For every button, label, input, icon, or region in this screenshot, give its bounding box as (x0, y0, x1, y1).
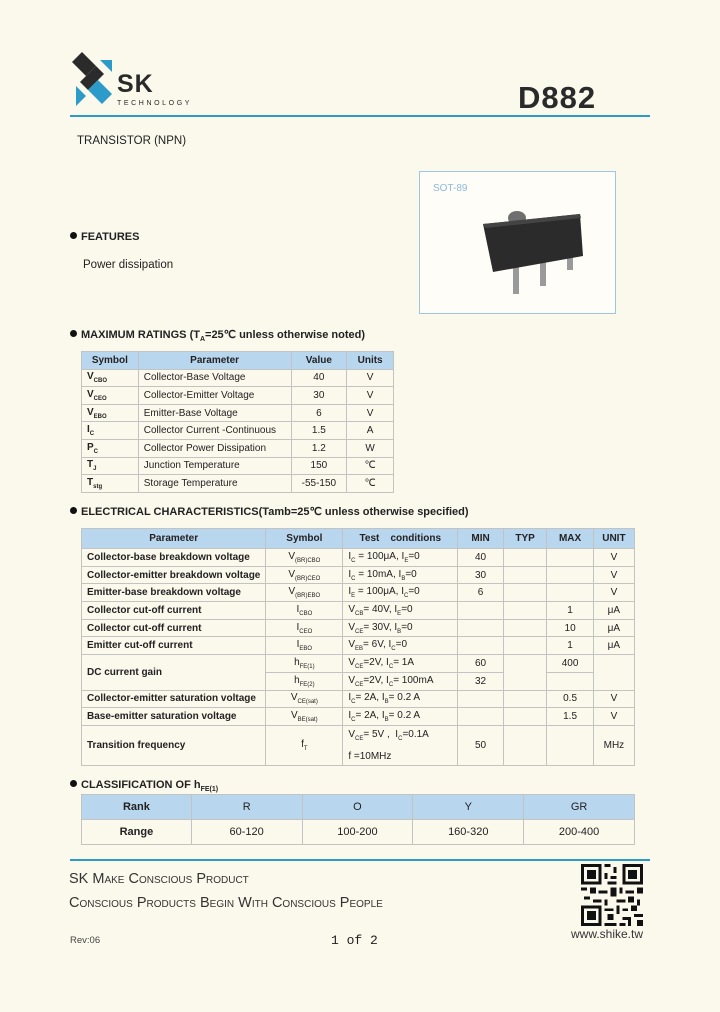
table-row (82, 619, 635, 637)
revision-label: Rev:06 (70, 935, 101, 946)
table-cell (503, 566, 546, 584)
range-cell: 60-120 (191, 820, 302, 845)
table-cell: $I_C= 2A$, $I_B= 0.2$ A (343, 690, 458, 708)
table-cell: Collector cut-off current (82, 602, 266, 620)
col-header: TYP (503, 529, 546, 549)
table-cell (458, 602, 504, 620)
table-row (82, 439, 394, 457)
table-cell (503, 708, 546, 726)
col-header: MIN (458, 529, 504, 549)
rank-label: Rank (82, 795, 192, 820)
table-cell: $h_{FE(1)}$ (266, 655, 343, 673)
table-cell: Collector Current -Continuous (138, 422, 291, 440)
table-cell: 1 (547, 637, 593, 655)
table-cell: $V_{(BR)CEO}$ (266, 566, 343, 584)
col-header: MAX (547, 529, 593, 549)
table-cell: 30 (291, 387, 347, 405)
table-cell: 6 (458, 584, 504, 602)
table-cell: Emitter-Base Voltage (138, 404, 291, 422)
part-number: D882 (518, 80, 597, 115)
table-row (82, 655, 635, 673)
range-label: Range (82, 820, 192, 845)
table-cell: $T_{stg}$ (82, 475, 139, 493)
table-cell (503, 725, 546, 765)
device-subtitle: TRANSISTOR (NPN) (77, 135, 187, 147)
rank-cell: Y (413, 795, 524, 820)
table-cell (458, 637, 504, 655)
table-cell (503, 637, 546, 655)
table-header-row (82, 529, 635, 549)
table-cell: $P_C$ (82, 439, 139, 457)
table-cell: 0.5 (547, 690, 593, 708)
classification-heading: CLASSIFICATION OF $h_{FE(1)}$ (70, 779, 218, 793)
table-cell (547, 566, 593, 584)
table-row (82, 584, 635, 602)
col-header: Value (291, 352, 347, 370)
max-ratings-heading: MAXIMUM RATINGS ($T_A=25℃$ unless otherwise noted) (70, 328, 365, 343)
table-cell: Collector-Emitter Voltage (138, 387, 291, 405)
table-cell: W (347, 439, 394, 457)
table-cell: -55-150 (291, 475, 347, 493)
table-cell (503, 549, 546, 567)
table-cell: $V_{(BR)CBO}$ (266, 549, 343, 567)
table-cell: $I_C$ (82, 422, 139, 440)
table-cell: Collector-Base Voltage (138, 369, 291, 387)
rank-cell: O (302, 795, 413, 820)
table-cell (547, 672, 593, 690)
table-cell: V (347, 369, 394, 387)
sot89-package-icon (475, 204, 595, 299)
col-header: Units (347, 352, 394, 370)
table-cell: $V_{CB}= 40V$, $I_E=0$ (343, 602, 458, 620)
table-cell (503, 619, 546, 637)
table-cell: ℃ (347, 475, 394, 493)
table-cell: $I_E = 100\mu A$, $I_C=0$ (343, 584, 458, 602)
table-row (82, 725, 635, 765)
range-cell: 100-200 (302, 820, 413, 845)
table-row (82, 369, 394, 387)
table-cell (547, 584, 593, 602)
col-header: Test conditions (343, 529, 458, 549)
table-cell: Base-emitter saturation voltage (82, 708, 266, 726)
table-cell: V (347, 387, 394, 405)
table-cell: $V_{CE}=2V$, $I_C= 100mA$ (343, 672, 458, 690)
col-header: Parameter (138, 352, 291, 370)
table-cell: MHz (593, 725, 634, 765)
table-cell: V (593, 549, 634, 567)
table-cell: DC current gain (82, 655, 266, 690)
table-cell (503, 690, 546, 708)
table-cell: $V_{CBO}$ (82, 369, 139, 387)
table-cell: $h_{FE(2)}$ (266, 672, 343, 690)
table-cell: 50 (458, 725, 504, 765)
table-cell: $V_{EBO}$ (82, 404, 139, 422)
header-divider (70, 115, 650, 117)
table-cell: ℃ (347, 457, 394, 475)
table-row (82, 549, 635, 567)
slogan-line-2: Conscious Products Begin With Conscious People (69, 895, 383, 911)
table-cell: V (593, 566, 634, 584)
package-figure (419, 171, 616, 314)
table-cell (503, 655, 546, 690)
qr-code-icon (581, 864, 643, 926)
range-row (82, 820, 635, 845)
max-ratings-table (81, 351, 394, 493)
col-header: Symbol (82, 352, 139, 370)
table-row (82, 422, 394, 440)
table-cell: A (347, 422, 394, 440)
electrical-table (81, 528, 635, 766)
rank-row (82, 795, 635, 820)
table-cell: $V_{CE}= 5V$ , $I_C=0.1A$ f =10MHz (343, 725, 458, 765)
table-cell: 1 (547, 602, 593, 620)
table-cell (458, 619, 504, 637)
table-cell: $I_{CEO}$ (266, 619, 343, 637)
table-cell: Collector Power Dissipation (138, 439, 291, 457)
table-cell (503, 584, 546, 602)
brand-name: SK (117, 70, 154, 98)
table-cell: Collector-emitter saturation voltage (82, 690, 266, 708)
table-cell: Junction Temperature (138, 457, 291, 475)
classification-table (81, 794, 635, 845)
table-row (82, 690, 635, 708)
table-cell: $I_C= 2A$, $I_B= 0.2$ A (343, 708, 458, 726)
table-row (82, 387, 394, 405)
table-row (82, 708, 635, 726)
range-cell: 160-320 (413, 820, 524, 845)
table-row (82, 404, 394, 422)
table-cell: 32 (458, 672, 504, 690)
sk-logo-icon (72, 52, 112, 107)
electrical-heading: ELECTRICAL CHARACTERISTICS(Tamb=25℃ unless otherwise specified) (70, 505, 469, 518)
table-row (82, 637, 635, 655)
table-cell (547, 725, 593, 765)
table-cell: Emitter-base breakdown voltage (82, 584, 266, 602)
table-cell: $f_T$ (266, 725, 343, 765)
features-heading: FEATURES (70, 231, 139, 243)
table-header-row (82, 352, 394, 370)
table-cell: 40 (291, 369, 347, 387)
table-cell: 60 (458, 655, 504, 673)
brand-tagline: TECHNOLOGY (117, 100, 193, 107)
table-cell (503, 602, 546, 620)
col-header: UNIT (593, 529, 634, 549)
table-cell: V (593, 708, 634, 726)
table-cell: Collector cut-off current (82, 619, 266, 637)
table-cell: $V_{CEO}$ (82, 387, 139, 405)
table-cell: 1.5 (547, 708, 593, 726)
table-cell: $V_{CE(sat)}$ (266, 690, 343, 708)
table-cell: 30 (458, 566, 504, 584)
table-cell: Transition frequency (82, 725, 266, 765)
table-cell: V (347, 404, 394, 422)
table-row (82, 602, 635, 620)
table-cell: μA (593, 637, 634, 655)
rank-cell: R (191, 795, 302, 820)
table-cell: $T_J$ (82, 457, 139, 475)
table-cell: 10 (547, 619, 593, 637)
table-cell (593, 655, 634, 690)
table-cell: 40 (458, 549, 504, 567)
features-text: Power dissipation (83, 259, 174, 271)
table-cell: $V_{CE}=2V$, $I_C= 1A$ (343, 655, 458, 673)
table-cell: Collector-emitter breakdown voltage (82, 566, 266, 584)
website-url[interactable]: www.shike.tw (571, 927, 644, 941)
table-cell: $V_{EB}= 6V$, $I_C=0$ (343, 637, 458, 655)
table-cell (458, 708, 504, 726)
table-row (82, 566, 635, 584)
table-cell (458, 690, 504, 708)
table-cell: 150 (291, 457, 347, 475)
table-cell: Storage Temperature (138, 475, 291, 493)
footer-divider (70, 859, 650, 861)
table-cell: $I_{CBO}$ (266, 602, 343, 620)
col-header: Parameter (82, 529, 266, 549)
table-cell: Collector-base breakdown voltage (82, 549, 266, 567)
table-cell: μA (593, 602, 634, 620)
table-cell: $V_{(BR)EBO}$ (266, 584, 343, 602)
table-cell: V (593, 584, 634, 602)
table-cell: 6 (291, 404, 347, 422)
table-cell: Emitter cut-off current (82, 637, 266, 655)
page-number: 1 of 2 (331, 933, 378, 948)
table-cell: $I_C = 10mA$, $I_B=0$ (343, 566, 458, 584)
table-row (82, 457, 394, 475)
table-cell: $V_{CE}= 30V$, $I_B=0$ (343, 619, 458, 637)
table-cell: V (593, 690, 634, 708)
slogan-line-1: SK Make Conscious Product (69, 871, 249, 887)
table-cell: μA (593, 619, 634, 637)
col-header: Symbol (266, 529, 343, 549)
package-label: SOT-89 (433, 183, 468, 194)
table-cell: $I_C = 100\mu A$, $I_E=0$ (343, 549, 458, 567)
table-cell: 1.5 (291, 422, 347, 440)
table-cell: $I_{EBO}$ (266, 637, 343, 655)
rank-cell: GR (524, 795, 635, 820)
table-cell: 1.2 (291, 439, 347, 457)
table-cell (547, 549, 593, 567)
table-cell: $V_{BE(sat)}$ (266, 708, 343, 726)
range-cell: 200-400 (524, 820, 635, 845)
table-cell: 400 (547, 655, 593, 673)
table-row (82, 475, 394, 493)
